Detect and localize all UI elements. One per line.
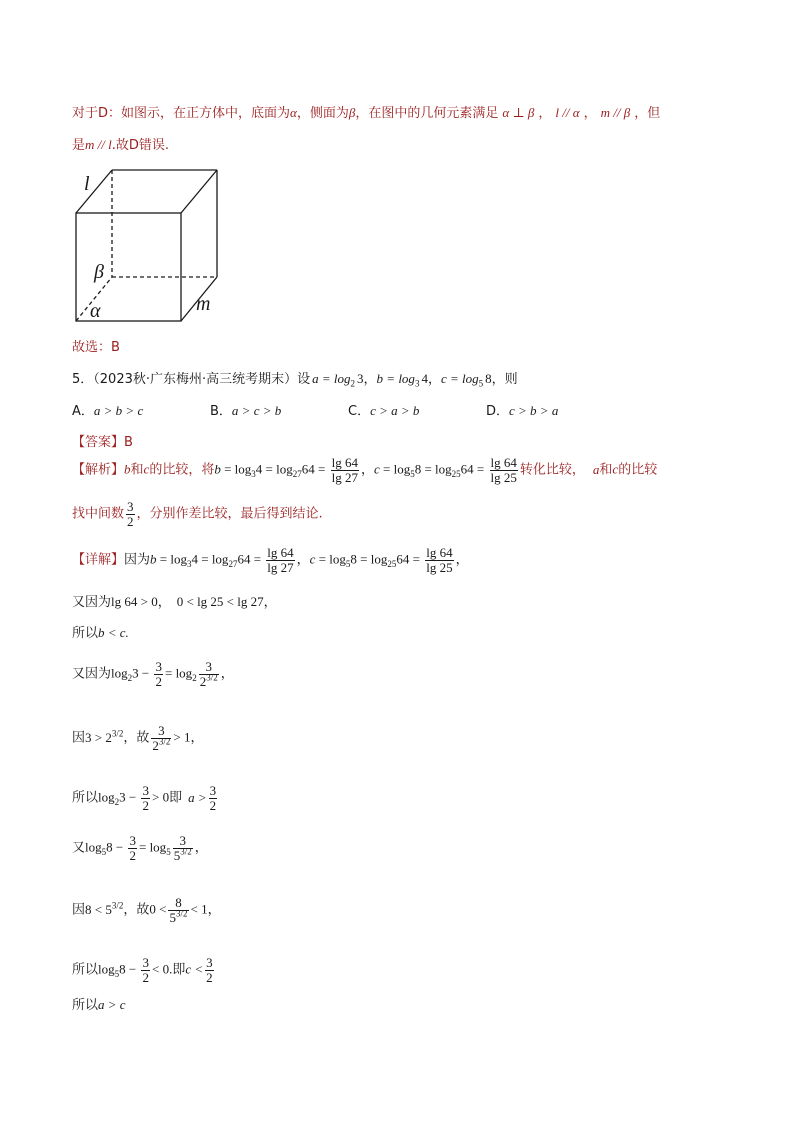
option-a[interactable]	[72, 400, 143, 419]
option-d-text: c > b > a	[509, 403, 559, 418]
detail-ji-1: 即	[169, 790, 183, 806]
analysis-line1: 【解析】b和c的比较，将$b = \log_34 = \log_{27}64$ = $\frac{\lg 64}{\lg 27}$ ，$c = \log_58 = \log_{25}64$ = $\frac{\lg 64}{\lg 25}$ 转化比较， a和c的比较	[72, 455, 658, 485]
detail-line7: 又$\log_58$ − $\frac{3}{2}$ = $\log_5$ $\frac{3}{5^{3/2}}$ ，	[72, 833, 208, 863]
alpha-symbol: α	[290, 105, 297, 120]
question-end: ，则	[491, 372, 518, 387]
detail-gu-2: ，故	[123, 902, 150, 918]
detail-line5: 因$3 > 2^{3/2}$，故 $\frac{3}{2^{3/2}}$ > 1，	[72, 723, 204, 753]
analysis-text1: 的比较，将	[149, 462, 215, 478]
def-a: a = log	[312, 371, 351, 386]
analysis-text4: 找中间数	[72, 506, 125, 522]
para-d-text3: ，在图中的几何元素满足	[355, 106, 499, 121]
para-d-text4: ，但	[634, 106, 661, 121]
detail-also-because-2: 又因为	[72, 666, 112, 682]
option-b-label: B．	[210, 404, 232, 419]
detail-ac: a > c	[98, 997, 126, 1012]
question-5	[72, 368, 518, 387]
para-d-text2: ，侧面为	[296, 106, 349, 121]
def-a-base: 2	[350, 378, 356, 389]
def-c-arg: 8	[485, 371, 492, 386]
option-c[interactable]	[348, 400, 419, 419]
def-b-base: 3	[414, 378, 420, 389]
cond-m-not-parallel-l: m // l	[85, 137, 112, 152]
detail-also-because: 又因为	[72, 595, 112, 610]
def-c: c = log	[440, 371, 479, 386]
analysis-b: b	[124, 461, 131, 477]
detail-line8: 因$8 < 5^{3/2}$，故0 < $\frac{8}{5^{3/2}}$ < 1，	[72, 895, 221, 925]
detail-line10	[72, 994, 126, 1013]
detail-line2: 又因为lg 64 > 0， 0 < lg 25 < lg 27，	[72, 594, 277, 610]
detail-line6: 所以$\log_23$ − $\frac{3}{2}$ > 0即 a > $\frac{3}{2}$	[72, 783, 217, 813]
detail-yin-1: 因	[72, 730, 86, 746]
def-a-arg: 3	[357, 371, 364, 386]
cube-label-m: m	[196, 293, 211, 315]
def-b-arg: 4	[421, 371, 428, 386]
detail-line1: 【详解】因为$b = \log_34 = \log_{27}64$ = $\frac{\lg 64}{\lg 27}$ ，$c = \log_58 = \log_{25}64$ = $\frac{\lg 64}{\lg 25}$ ，	[72, 545, 469, 575]
cond-l-parallel-alpha: l // α	[555, 105, 580, 120]
cube-figure	[70, 165, 230, 330]
detail-tag: 【详解】	[72, 552, 125, 568]
question-number: 5．	[72, 372, 94, 387]
detail-also: 又	[72, 840, 86, 856]
detail-yin-2: 因	[72, 902, 86, 918]
option-b[interactable]	[210, 400, 281, 419]
analysis-text2: 转化比较，	[519, 462, 585, 478]
detail-gu-1: ，故	[123, 730, 150, 746]
para-d-text5: 是	[72, 138, 86, 153]
detail-so-4: 所以	[72, 998, 99, 1013]
option-d[interactable]	[486, 400, 558, 419]
option-b-text: a > c > b	[231, 403, 282, 418]
analysis-he: 和	[130, 462, 144, 478]
option-c-label: C．	[348, 404, 371, 419]
analysis-text5: ，分别作差比较，最后得到结论.	[136, 506, 323, 522]
option-a-label: A．	[72, 404, 94, 419]
detail-bc: b < c.	[98, 625, 129, 640]
previous-answer: 故选：B	[72, 340, 120, 355]
sep-1: ，	[363, 372, 377, 387]
detail-because: 因为	[124, 552, 151, 568]
cube-label-beta: β	[94, 261, 104, 283]
detail-line3	[72, 622, 129, 641]
option-d-label: D．	[486, 404, 510, 419]
cube-label-l: l	[84, 173, 90, 195]
option-c-text: c > a > b	[370, 403, 420, 418]
option-a-text: a > b > c	[93, 403, 144, 418]
detail-line4: 又因为$\log_23$ − $\frac{3}{2}$ = $\log_2$ $\frac{3}{2^{3/2}}$ ，	[72, 659, 234, 689]
para-d-line2	[72, 134, 169, 153]
analysis-tag: 【解析】	[72, 462, 125, 478]
def-b: b = log	[376, 371, 415, 386]
analysis-c: c	[143, 461, 150, 477]
cond-m-parallel-beta: m // β	[600, 105, 631, 120]
para-d-text1: 对于D：如图示，在正方体中，底面为	[72, 106, 291, 121]
para-d-text6: .故D错误.	[111, 138, 170, 153]
cond-alpha-perp-beta: α ⊥ β	[502, 105, 535, 120]
answer-tag: 【答案】	[72, 435, 125, 450]
beta-symbol: β	[348, 105, 356, 120]
answer-value: B	[124, 435, 133, 450]
detail-so-1: 所以	[72, 626, 99, 641]
analysis-c2: c	[612, 461, 619, 477]
analysis-line2: 找中间数 $\frac{3}{2}$ ，分别作差比较，最后得到结论.	[72, 499, 323, 529]
analysis-text3: 的比较	[618, 462, 658, 478]
detail-ji-2: 即	[172, 962, 186, 978]
para-d-line1: 对于D：如图示，在正方体中，底面为α，侧面为β，在图中的几何元素满足 α ⊥ β ， l // α ， m // β ，但	[72, 105, 661, 121]
def-c-base: 5	[478, 378, 484, 389]
detail-so-2: 所以	[72, 790, 99, 806]
answer-line	[72, 431, 133, 450]
analysis-he2: 和	[599, 462, 613, 478]
sep-2: ，	[427, 372, 441, 387]
question-source: （2023秋·广东梅州·高三统考期末）设	[93, 372, 311, 387]
detail-so-3: 所以	[72, 962, 99, 978]
analysis-a: a	[592, 461, 600, 477]
detail-line9: 所以$\log_58$ − $\frac{3}{2}$ < 0.即c < $\frac{3}{2}$	[72, 955, 213, 985]
cube-label-alpha: α	[90, 300, 101, 322]
